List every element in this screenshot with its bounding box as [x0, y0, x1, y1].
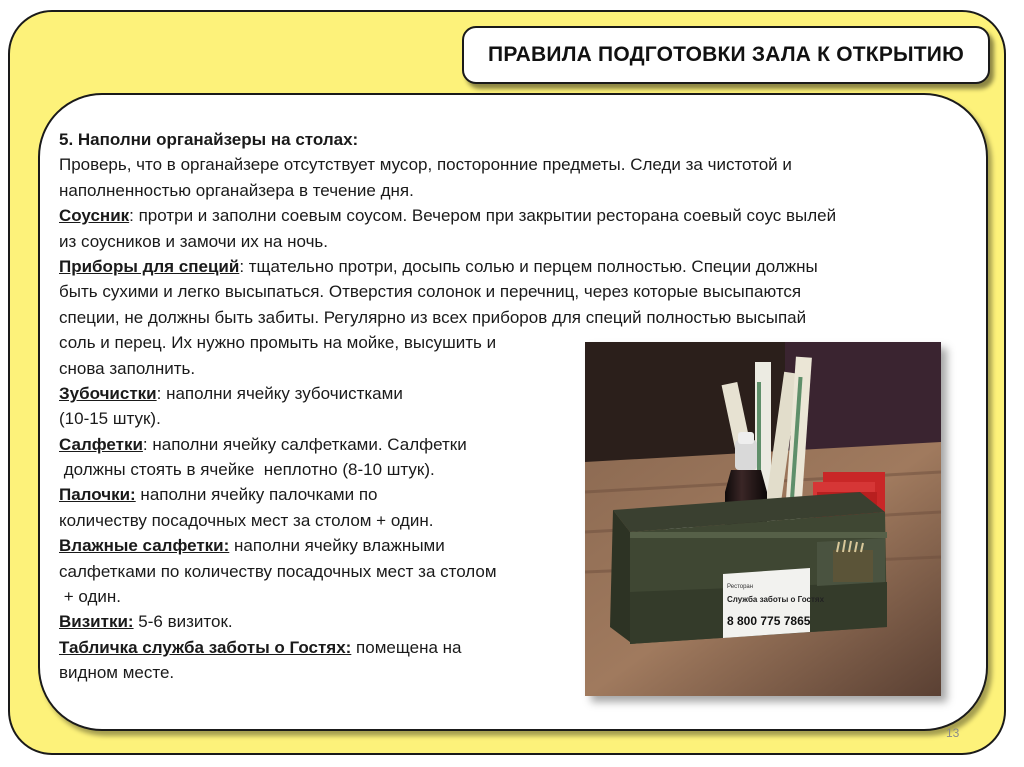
intro-line: наполненностью органайзера в течение дня.: [59, 180, 414, 200]
sauce-text: из соусников и замочи их на ночь.: [59, 231, 329, 251]
page-number: 13: [946, 726, 960, 740]
chopsticks-text: наполни ячейку палочками по: [135, 485, 378, 505]
wet-wipes-text: наполни ячейку влажными: [229, 536, 445, 556]
wet-wipes-text: салфетками по количеству посадочных мест за столом: [59, 561, 497, 581]
spices-text: быть сухими и легко высыпаться. Отверстия солонок и перечниц, через которые высыпаются: [59, 282, 802, 302]
spices-text: : тщательно протри, досыпь солью и перцем полностью. Специи должны: [239, 256, 818, 276]
intro-line: Проверь, что в органайзере отсутствует мусор, посторонние предметы. Следи за чистотой и: [59, 155, 792, 175]
guest-care-sign-brand: Ресторан: [727, 584, 754, 590]
spices-text: соль и перец. Их нужно промыть на мойке, высушить и: [59, 333, 497, 353]
slide-title: ПРАВИЛА ПОДГОТОВКИ ЗАЛА К ОТКРЫТИЮ: [488, 43, 964, 66]
napkins-text: : наполни ячейку салфетками. Салфетки: [142, 434, 467, 454]
wet-wipes-text: + один.: [59, 587, 121, 607]
wet-wipes-term: Влажные салфетки:: [59, 536, 230, 556]
spices-text: снова заполнить.: [59, 358, 196, 378]
guest-care-sign: [723, 568, 825, 638]
toothpicks-term: Зубочистки: [59, 383, 157, 403]
sauce-paragraph: [59, 203, 959, 228]
guest-care-sign-phone: 8 800 775 7865: [727, 614, 811, 628]
guest-care-sign-term: Табличка служба заботы о Гостях:: [59, 637, 352, 657]
toothpicks-text: : наполни ячейку зубочистками: [156, 383, 403, 403]
section-heading: 5. Наполни органайзеры на столах:: [59, 130, 359, 149]
chopsticks-term: Палочки:: [59, 485, 136, 505]
guest-care-sign-text: видном месте.: [59, 663, 175, 683]
chopsticks-text: количеству посадочных мест за столом + один.: [59, 510, 434, 530]
spices-term: Приборы для специй: [59, 256, 240, 276]
business-cards-text: 5-6 визиток.: [133, 612, 233, 632]
spices-paragraph: [59, 254, 959, 279]
spices-text: специи, не должны быть забиты. Регулярно из всех приборов для специй полностью высыпай: [59, 307, 807, 327]
guest-care-sign-text: помещена на: [351, 637, 462, 657]
business-cards-term: Визитки:: [59, 612, 134, 632]
organizer-photo: [585, 342, 941, 696]
sauce-text: : протри и заполни соевым соусом. Вечером при закрытии ресторана соевый соус вылей: [129, 206, 837, 226]
napkins-term: Салфетки: [59, 434, 143, 454]
toothpicks-text: (10-15 штук).: [59, 409, 161, 429]
guest-care-sign-title: Служба заботы о Гостях: [727, 595, 825, 604]
title-box: [462, 26, 990, 84]
sauce-term: Соусник: [59, 206, 130, 226]
napkins-text: должны стоять в ячейке неплотно (8-10 штук).: [59, 460, 435, 480]
